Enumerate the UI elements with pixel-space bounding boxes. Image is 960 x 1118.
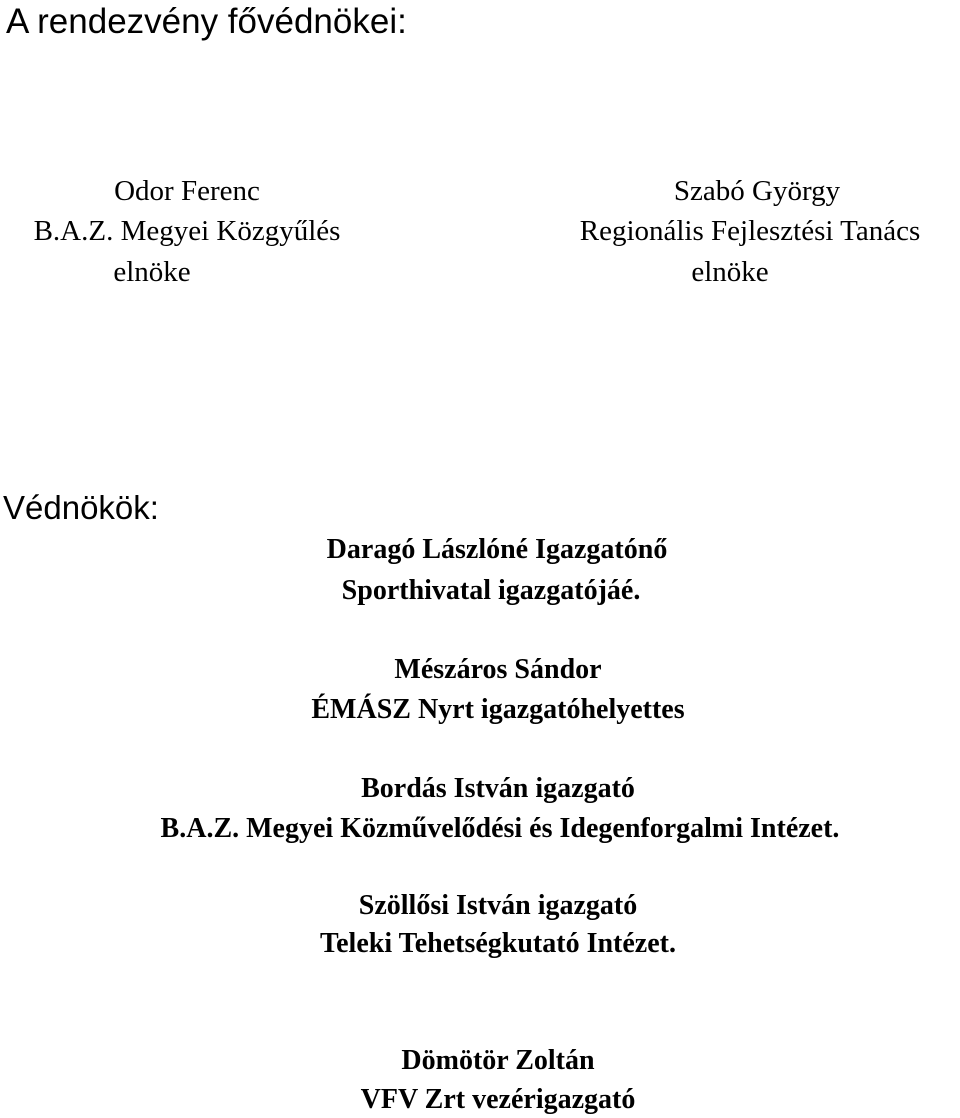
sponsor-4-line-2: Teleki Tehetségkutató Intézet. — [320, 928, 676, 959]
patron-1-name: Odor Ferenc — [114, 175, 260, 207]
sponsor-2-line-1: Mészáros Sándor — [394, 654, 602, 685]
sponsor-1-line-1: Daragó Lászlóné Igazgatónő — [326, 534, 668, 565]
sponsors-heading: Védnökök: — [3, 489, 159, 526]
sponsor-4-line-1: Szöllősi István igazgató — [358, 890, 638, 921]
patron-2-org: Regionális Fejlesztési Tanács — [579, 215, 921, 247]
patron-1-org: B.A.Z. Megyei Közgyűlés — [33, 215, 341, 247]
patron-2-name: Szabó György — [673, 175, 841, 207]
sponsor-1-line-2: Sporthivatal igazgatójáé. — [341, 575, 641, 606]
patron-1-role: elnöke — [113, 256, 191, 288]
sponsor-5-line-1: Dömötör Zoltán — [401, 1045, 595, 1076]
sponsor-5-line-2: VFV Zrt vezérigazgató — [360, 1084, 636, 1115]
sponsor-3-line-1: Bordás István igazgató — [361, 773, 635, 804]
patron-2-role: elnöke — [691, 256, 769, 288]
page-title: A rendezvény fővédnökei: — [6, 2, 407, 41]
sponsor-2-line-2: ÉMÁSZ Nyrt igazgatóhelyettes — [311, 694, 685, 725]
sponsor-3-line-2: B.A.Z. Megyei Közművelődési és Idegenforgalmi Intézet. — [160, 813, 840, 844]
